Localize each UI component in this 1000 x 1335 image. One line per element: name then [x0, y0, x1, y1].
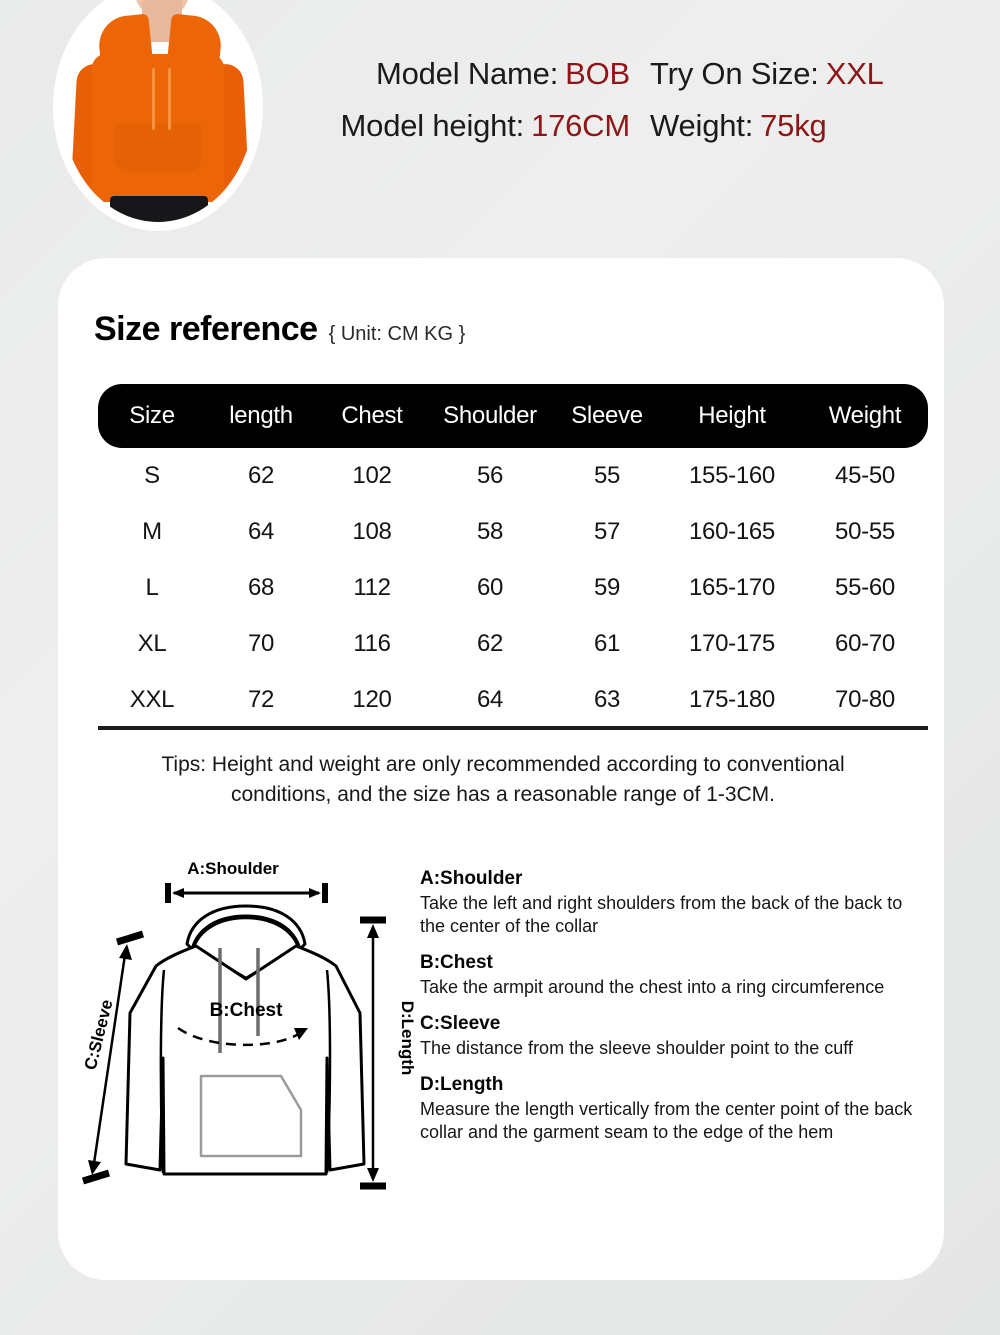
cell-length: 62: [247, 462, 275, 489]
guide-desc-shoulder: Take the left and right shoulders from the back of the back to the center of the collar: [420, 893, 903, 936]
tips-line-2: conditions, and the size has a reasonable range of 1-3CM.: [230, 783, 775, 806]
guide-item-sleeve: [420, 1013, 930, 1060]
sleeve-tick-bottom: [83, 1173, 109, 1181]
shoulder-arrowhead-right: [309, 888, 321, 898]
cell-shoulder: 64: [476, 686, 504, 713]
model-weight-cell: [650, 108, 950, 144]
measurement-guide: [58, 848, 944, 1248]
size-chart-body: [98, 448, 928, 728]
cell-shoulder: 60: [476, 574, 504, 601]
model-pants: [110, 196, 208, 222]
model-spec-row: [270, 108, 970, 144]
cell-sleeve: 63: [593, 686, 621, 713]
shoulder-arrowhead-left: [172, 888, 184, 898]
guide-head-chest: B:Chest: [420, 952, 493, 973]
cell-height: 175-180: [689, 686, 775, 713]
diagram-label-sleeve: C:Sleeve: [80, 997, 117, 1072]
cell-sleeve: 59: [593, 574, 621, 601]
guide-desc-sleeve: The distance from the sleeve shoulder point to the cuff: [420, 1038, 853, 1058]
model-info-strip: [0, 0, 1000, 250]
column-header-weight: Weight: [828, 402, 902, 429]
table-bottom-divider: [98, 726, 928, 730]
cell-chest: 102: [352, 462, 392, 489]
tips-line-1: Tips: Height and weight are only recommended according to conventional: [161, 753, 845, 776]
table-row: [98, 448, 928, 504]
cell-length: 70: [247, 630, 275, 657]
cell-shoulder: 56: [476, 462, 504, 489]
model-weight-label: Weight:: [650, 108, 754, 143]
cell-length: 72: [247, 686, 275, 713]
cell-size: XXL: [129, 686, 175, 713]
model-weight-value: 75kg: [760, 108, 827, 143]
guide-desc-chest: Take the armpit around the chest into a ring circumference: [420, 977, 885, 997]
guide-item-length: [420, 1074, 930, 1144]
cell-height: 160-165: [689, 518, 775, 545]
table-header-row: [98, 384, 928, 448]
column-header-length: length: [229, 402, 293, 429]
diagram-label-length: D:Length: [398, 1000, 417, 1076]
table-row: [98, 672, 928, 728]
guide-head-shoulder: A:Shoulder: [420, 868, 523, 889]
cell-length: 64: [247, 518, 275, 545]
model-height-cell: [270, 108, 650, 144]
guide-head-length: D:Length: [420, 1074, 504, 1095]
cell-size: M: [142, 518, 162, 545]
try-on-size-label: Try On Size:: [650, 56, 819, 91]
guide-head-sleeve: C:Sleeve: [420, 1013, 501, 1034]
guide-item-chest: [420, 952, 930, 999]
cell-size: L: [145, 574, 159, 601]
size-reference-card: [58, 258, 944, 1280]
unit-note: { Unit: CM KG }: [328, 323, 466, 345]
cell-weight: 70-80: [835, 686, 895, 713]
sleeve-arrowhead-top: [119, 944, 132, 960]
cell-sleeve: 61: [593, 630, 621, 657]
column-header-size: Size: [129, 402, 175, 429]
model-height-value: 176CM: [531, 108, 630, 143]
size-chart-header: [98, 384, 928, 448]
model-specs: [270, 56, 970, 160]
cell-height: 170-175: [689, 630, 775, 657]
guide-item-shoulder: [420, 868, 930, 938]
hoodie-pocket-outline: [201, 1076, 301, 1156]
guide-desc-length: Measure the length vertically from the center point of the back collar and the garment seam to the edge of the hem: [420, 1099, 913, 1142]
size-chart-table: [98, 384, 928, 728]
cell-height: 155-160: [689, 462, 775, 489]
size-reference-heading: [94, 310, 465, 349]
cell-weight: 60-70: [835, 630, 895, 657]
model-height-label: Model height:: [340, 108, 525, 143]
cell-weight: 55-60: [835, 574, 895, 601]
cell-length: 68: [247, 574, 275, 601]
cell-chest: 116: [353, 630, 391, 657]
model-photo: [62, 0, 254, 222]
cell-chest: 112: [353, 574, 391, 601]
cell-height: 165-170: [689, 574, 775, 601]
cell-sleeve: 55: [593, 462, 621, 489]
table-row: [98, 616, 928, 672]
cell-shoulder: 58: [476, 518, 504, 545]
cell-size: XL: [137, 630, 167, 657]
cell-chest: 108: [352, 518, 392, 545]
hoodie-drawstring-right: [168, 68, 171, 130]
column-header-shoulder: Shoulder: [443, 402, 537, 429]
table-row: [98, 560, 928, 616]
table-row: [98, 504, 928, 560]
cell-weight: 45-50: [835, 462, 895, 489]
hoodie-pocket: [114, 124, 202, 172]
length-arrowhead-top: [367, 924, 379, 938]
cell-shoulder: 62: [476, 630, 504, 657]
cell-size: S: [144, 462, 160, 489]
cell-chest: 120: [352, 686, 392, 713]
sleeve-tick-top: [117, 934, 143, 942]
diagram-label-chest: B:Chest: [209, 1000, 283, 1021]
column-header-sleeve: Sleeve: [571, 402, 643, 429]
page-title: Size reference: [94, 310, 318, 348]
model-name-cell: [270, 56, 650, 92]
tips-note: [88, 750, 918, 810]
model-spec-row: [270, 56, 970, 92]
column-header-height: Height: [698, 402, 766, 429]
try-on-size-value: XXL: [825, 56, 884, 91]
try-on-size-cell: [650, 56, 950, 92]
hoodie-drawstring-left: [152, 68, 155, 130]
model-name-label: Model Name:: [375, 56, 559, 91]
length-arrowhead-bottom: [367, 1168, 379, 1182]
diagram-label-shoulder: A:Shoulder: [187, 859, 279, 878]
model-name-value: BOB: [565, 56, 630, 91]
measurement-descriptions: [420, 868, 930, 1158]
hoodie-measurement-diagram: [68, 848, 428, 1218]
column-header-chest: Chest: [341, 402, 403, 429]
cell-sleeve: 57: [593, 518, 621, 545]
cell-weight: 50-55: [835, 518, 895, 545]
